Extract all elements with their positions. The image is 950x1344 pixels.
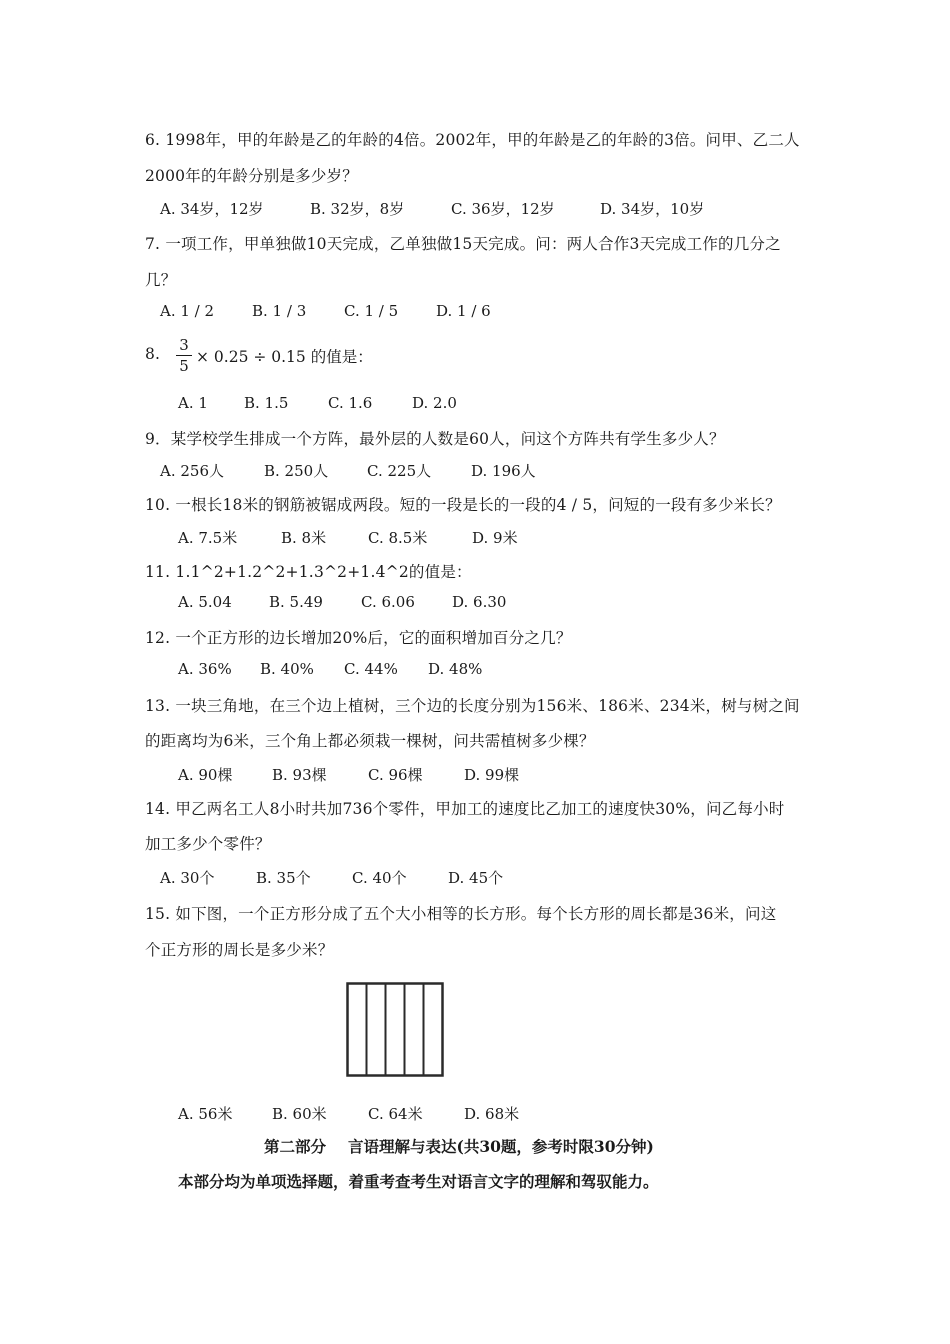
fraction-denominator: 5 (179, 357, 189, 375)
option-c: C. 1.6 (328, 394, 373, 412)
option-d: D. 196人 (471, 462, 536, 480)
q7-line2: 几？ (145, 271, 177, 289)
option-a: A. 1 / 2 (160, 302, 215, 320)
q8-number: 8. (145, 345, 161, 363)
option-b: B. 8米 (281, 529, 327, 547)
rectangle-dividers (367, 984, 424, 1076)
option-a: A. 5.04 (178, 593, 232, 611)
q15-options (178, 1103, 519, 1124)
option-c: C. 225人 (367, 462, 432, 480)
option-d: D. 9米 (472, 529, 518, 547)
fraction-bar (176, 355, 192, 356)
option-b: B. 35个 (256, 869, 311, 887)
outer-square (348, 984, 443, 1076)
option-d: D. 2.0 (412, 394, 457, 412)
q14-line1: 14. 甲乙两名工人8小时共加736个零件，甲加工的速度比乙加工的速度快30%，问乙每小时 (145, 800, 785, 818)
q10-line1: 10. 一根长18米的钢筋被锯成两段。短的一段是长的一段的4 / 5，问短的一段有多少米长？ (145, 496, 781, 514)
option-c: C. 44% (344, 660, 398, 678)
option-b: B. 250人 (264, 462, 329, 480)
option-a: A. 7.5米 (178, 529, 238, 547)
q7-options (160, 302, 491, 320)
option-a: A. 30个 (160, 869, 215, 887)
option-c: C. 8.5米 (368, 529, 428, 547)
q10-options (178, 527, 518, 548)
option-b: B. 32岁，8岁 (310, 200, 405, 218)
section2-part: 第二部分 (264, 1137, 327, 1156)
q8-fraction (176, 336, 192, 375)
option-a: A. 90棵 (178, 766, 233, 784)
section2-note: 本部分均为单项选择题，着重考查考生对语言文字的理解和驾驭能力。 (178, 1172, 659, 1191)
option-b: B. 1.5 (244, 394, 289, 412)
fraction-numerator: 3 (179, 336, 189, 354)
square-divided-figure (346, 982, 446, 1078)
option-c: C. 40个 (352, 869, 407, 887)
q13-options (178, 764, 519, 785)
q14-line2: 加工多少个零件？ (145, 835, 271, 853)
option-c: C. 96棵 (368, 766, 423, 784)
q9-options (160, 460, 536, 481)
option-a: A. 256人 (160, 462, 224, 480)
option-a: A. 56米 (178, 1105, 233, 1123)
option-b: B. 40% (260, 660, 314, 678)
option-a: A. 36% (178, 660, 232, 678)
q11-line1: 11. 1.1^2+1.2^2+1.3^2+1.4^2的值是： (145, 563, 472, 581)
section2-title: 言语理解与表达(共30题，参考时限30分钟) (348, 1137, 654, 1156)
q6-line1: 6. 1998年，甲的年龄是乙的年龄的4倍。2002年，甲的年龄是乙的年龄的3倍。问甲、乙二人 (145, 131, 800, 149)
option-d: D. 1 / 6 (436, 302, 491, 320)
q12-line1: 12. 一个正方形的边长增加20%后，它的面积增加百分之几？ (145, 629, 572, 647)
option-b: B. 5.49 (269, 593, 323, 611)
q8-options (178, 394, 457, 412)
option-b: B. 1 / 3 (252, 302, 307, 320)
option-d: D. 34岁，10岁 (600, 200, 705, 218)
q13-line1: 13. 一块三角地，在三个边上植树，三个边的长度分别为156米、186米、234米，树与树之间 (145, 697, 800, 715)
q8-expression: × 0.25 ÷ 0.15 的值是： (196, 348, 373, 366)
option-c: C. 64米 (368, 1105, 423, 1123)
option-c: C. 1 / 5 (344, 302, 399, 320)
q15-line2: 个正方形的周长是多少米？ (145, 941, 334, 959)
option-d: D. 99棵 (464, 766, 520, 784)
q13-line2: 的距离均为6米，三个角上都必须栽一棵树，问共需植树多少棵？ (145, 732, 595, 750)
q12-options (178, 660, 482, 678)
option-a: A. 34岁，12岁 (160, 200, 264, 218)
option-d: D. 45个 (448, 869, 504, 887)
option-b: B. 93棵 (272, 766, 327, 784)
option-d: D. 48% (428, 660, 483, 678)
option-a: A. 1 (178, 394, 208, 412)
option-c: C. 6.06 (361, 593, 415, 611)
q7-line1: 7. 一项工作，甲单独做10天完成，乙单独做15天完成。问：两人合作3天完成工作的几分之 (145, 235, 781, 253)
option-d: D. 6.30 (452, 593, 507, 611)
q11-options (178, 593, 506, 611)
q6-options (160, 198, 704, 219)
q14-options (160, 867, 503, 888)
option-b: B. 60米 (272, 1105, 327, 1123)
q15-line1: 15. 如下图，一个正方形分成了五个大小相等的长方形。每个长方形的周长都是36米，问这 (145, 905, 777, 923)
q6-line2: 2000年的年龄分别是多少岁？ (145, 167, 358, 185)
section2-heading (264, 1135, 654, 1157)
option-d: D. 68米 (464, 1105, 520, 1123)
option-c: C. 36岁，12岁 (451, 200, 555, 218)
q9-line1: 9．某学校学生排成一个方阵，最外层的人数是60人，问这个方阵共有学生多少人？ (145, 430, 725, 448)
